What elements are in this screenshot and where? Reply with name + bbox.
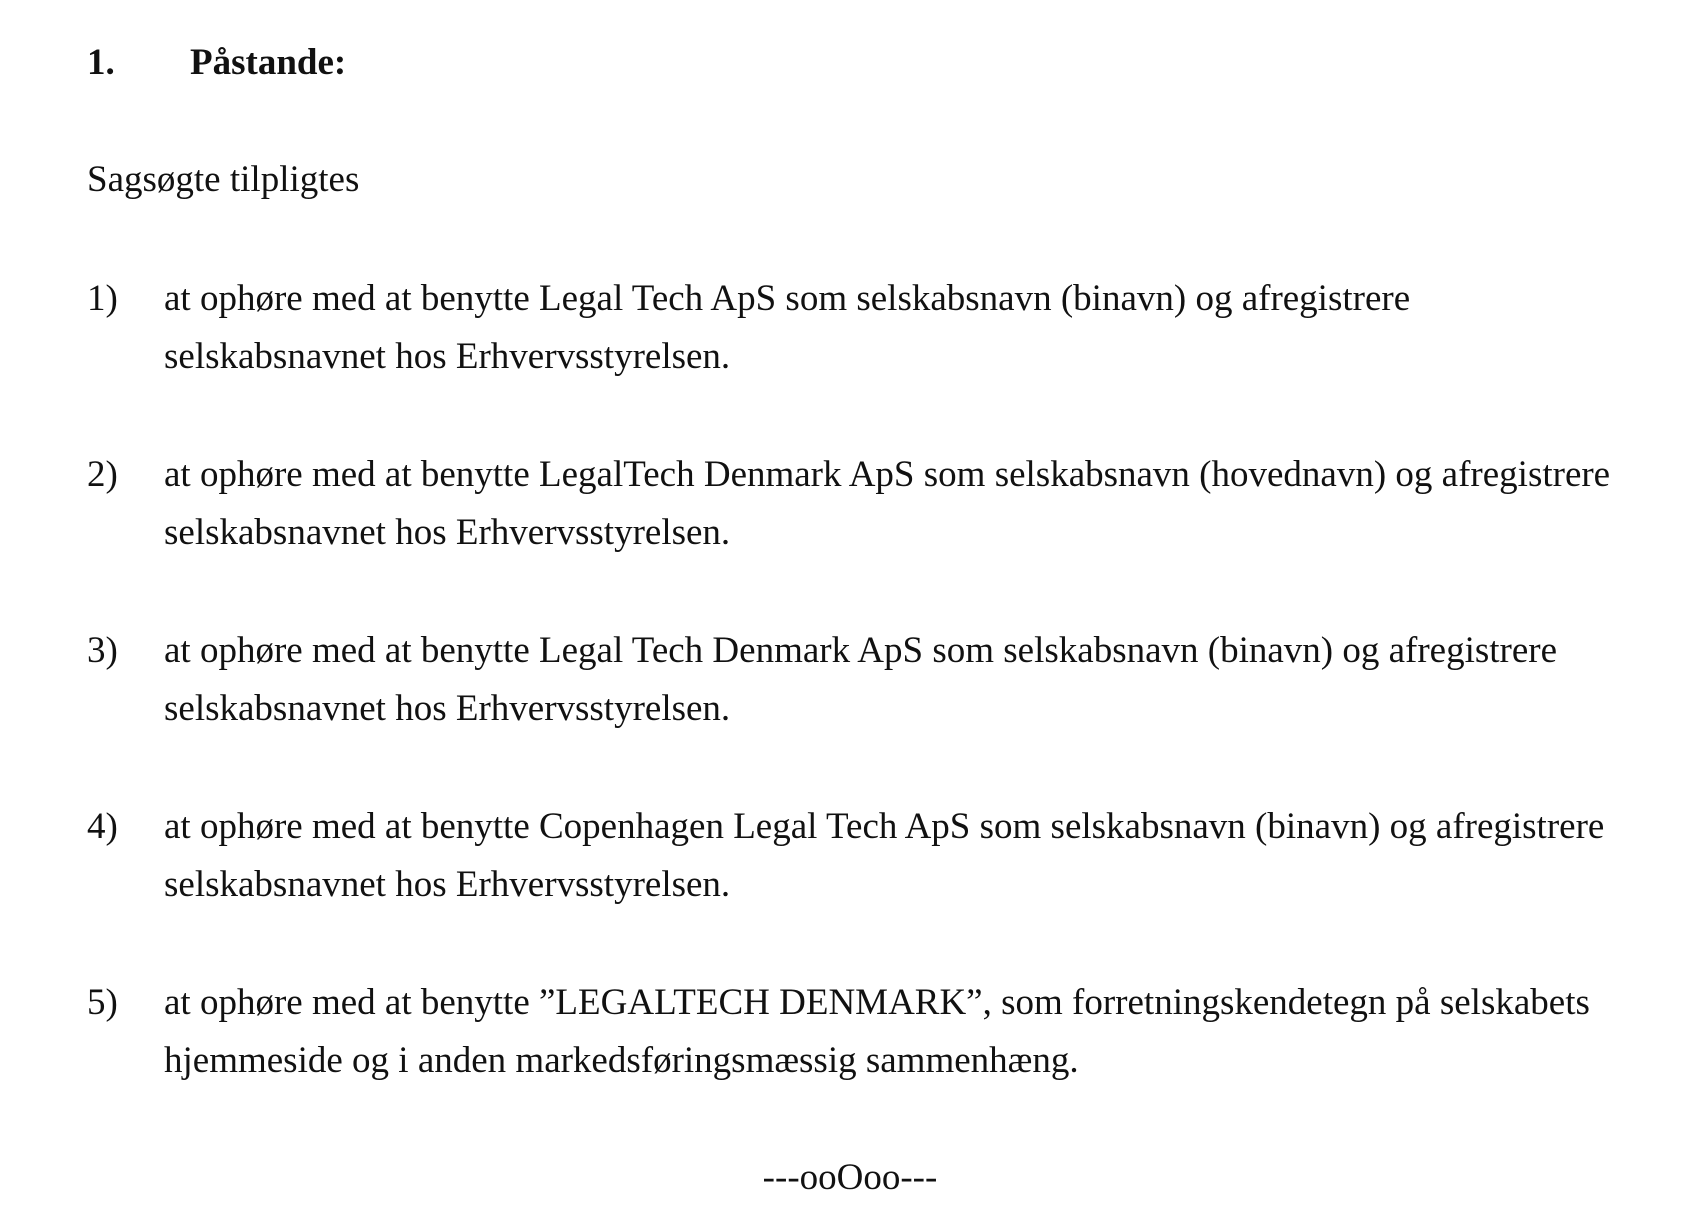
claim-marker: 1) [87, 278, 118, 319]
claim-text: at ophøre med at benytte ”LEGALTECH DENMARK”, som forretningskendetegn på selskabets hjemmeside og i anden markedsføringsmæssig sammenhæng. [164, 982, 1590, 1081]
claim-marker: 5) [87, 982, 118, 1023]
claim-item [87, 270, 1627, 386]
claim-item [87, 622, 1627, 738]
claim-marker: 3) [87, 630, 118, 671]
claim-item [87, 446, 1627, 562]
claim-text: at ophøre med at benytte Legal Tech ApS som selskabsnavn (binavn) og afregistrere selskabsnavnet hos Erhvervsstyrelsen. [164, 278, 1411, 377]
claim-text: at ophøre med at benytte LegalTech Denmark ApS som selskabsnavn (hovednavn) og afregistrere selskabsnavnet hos Erhvervsstyrelsen. [164, 454, 1611, 553]
claim-text: at ophøre med at benytte Copenhagen Legal Tech ApS som selskabsnavn (binavn) og afregistrere selskabsnavnet hos Erhvervsstyrelsen. [164, 806, 1605, 905]
claim-item [87, 974, 1627, 1090]
section-number: 1. [87, 42, 115, 83]
claim-marker: 2) [87, 454, 118, 495]
claim-text: at ophøre med at benytte Legal Tech Denmark ApS som selskabsnavn (binavn) og afregistrere selskabsnavnet hos Erhvervsstyrelsen. [164, 630, 1558, 729]
closing-separator: ---ooOoo--- [762, 1157, 938, 1198]
section-title: Påstande: [190, 42, 347, 83]
section-heading [87, 38, 346, 88]
claim-marker: 4) [87, 806, 118, 847]
intro-text: Sagsøgte tilpligtes [87, 159, 360, 200]
claim-item [87, 798, 1627, 914]
